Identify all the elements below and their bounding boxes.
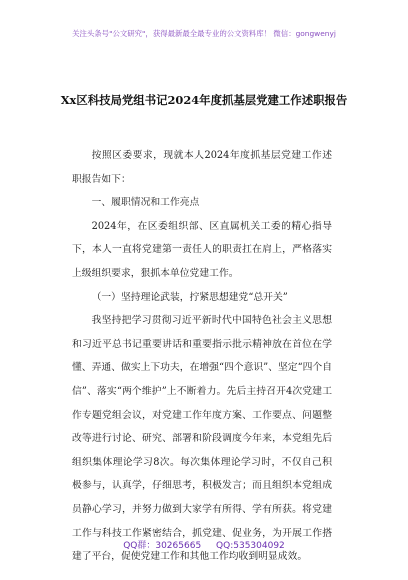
overview-paragraph: 2024年，在区委组织部、区直属机关工委的精心指导下，本人一直将党建第一责任人的职责扛在肩上，严格落实上级组织要求，狠抓本单位党建工作。 bbox=[72, 220, 332, 279]
footer-contact bbox=[0, 538, 408, 551]
header-watermark-note: 关注头条号"公文研究"，获得最新最全最专业的公文资料库！ 微信：gongwenyj bbox=[72, 29, 336, 38]
footer-qq-number: QQ:535304092 bbox=[216, 541, 285, 551]
document-title: Xx区科技局党组书记2024年度抓基层党建工作述职报告 bbox=[60, 93, 348, 107]
body-paragraph: 我坚持把学习贯彻习近平新时代中国特色社会主义思想和习近平总书记重要讲话和重要指示批示精神放在首位在学懂、弄通、做实上下功夫，在增强“四个意识”、坚定“四个自信”、落实“两个维护”上不断着力。先后主持召开4次党建工作专题党组会议，对党建工作年度方案、工作要点、问题整改等进行讨论、研究、部署和阶段调度今年来，本党组先后组织集体理论学习8次。每次集体理论学习时，不仅自己积极参与，认真学，仔细思考，积极发言；而且组织本党组成员静心学习，并努力做到大家学有所得、学有所获。将党建工作与科技工作紧密结合，抓党建、促业务，为开展工作搭建了平台，促使党建工作和其他工作均收到明显成效。 bbox=[72, 315, 332, 563]
subsection-heading: （一）坚持理论武装，拧紧思想建党“总开关” bbox=[91, 291, 288, 303]
footer-qq-group: QQ群：30265665 bbox=[123, 541, 202, 551]
intro-paragraph: 按照区委要求，现就本人2024年度抓基层党建工作述职报告如下： bbox=[72, 150, 332, 185]
document-body bbox=[72, 144, 332, 569]
section-heading: 一、履职情况和工作亮点 bbox=[91, 197, 200, 209]
